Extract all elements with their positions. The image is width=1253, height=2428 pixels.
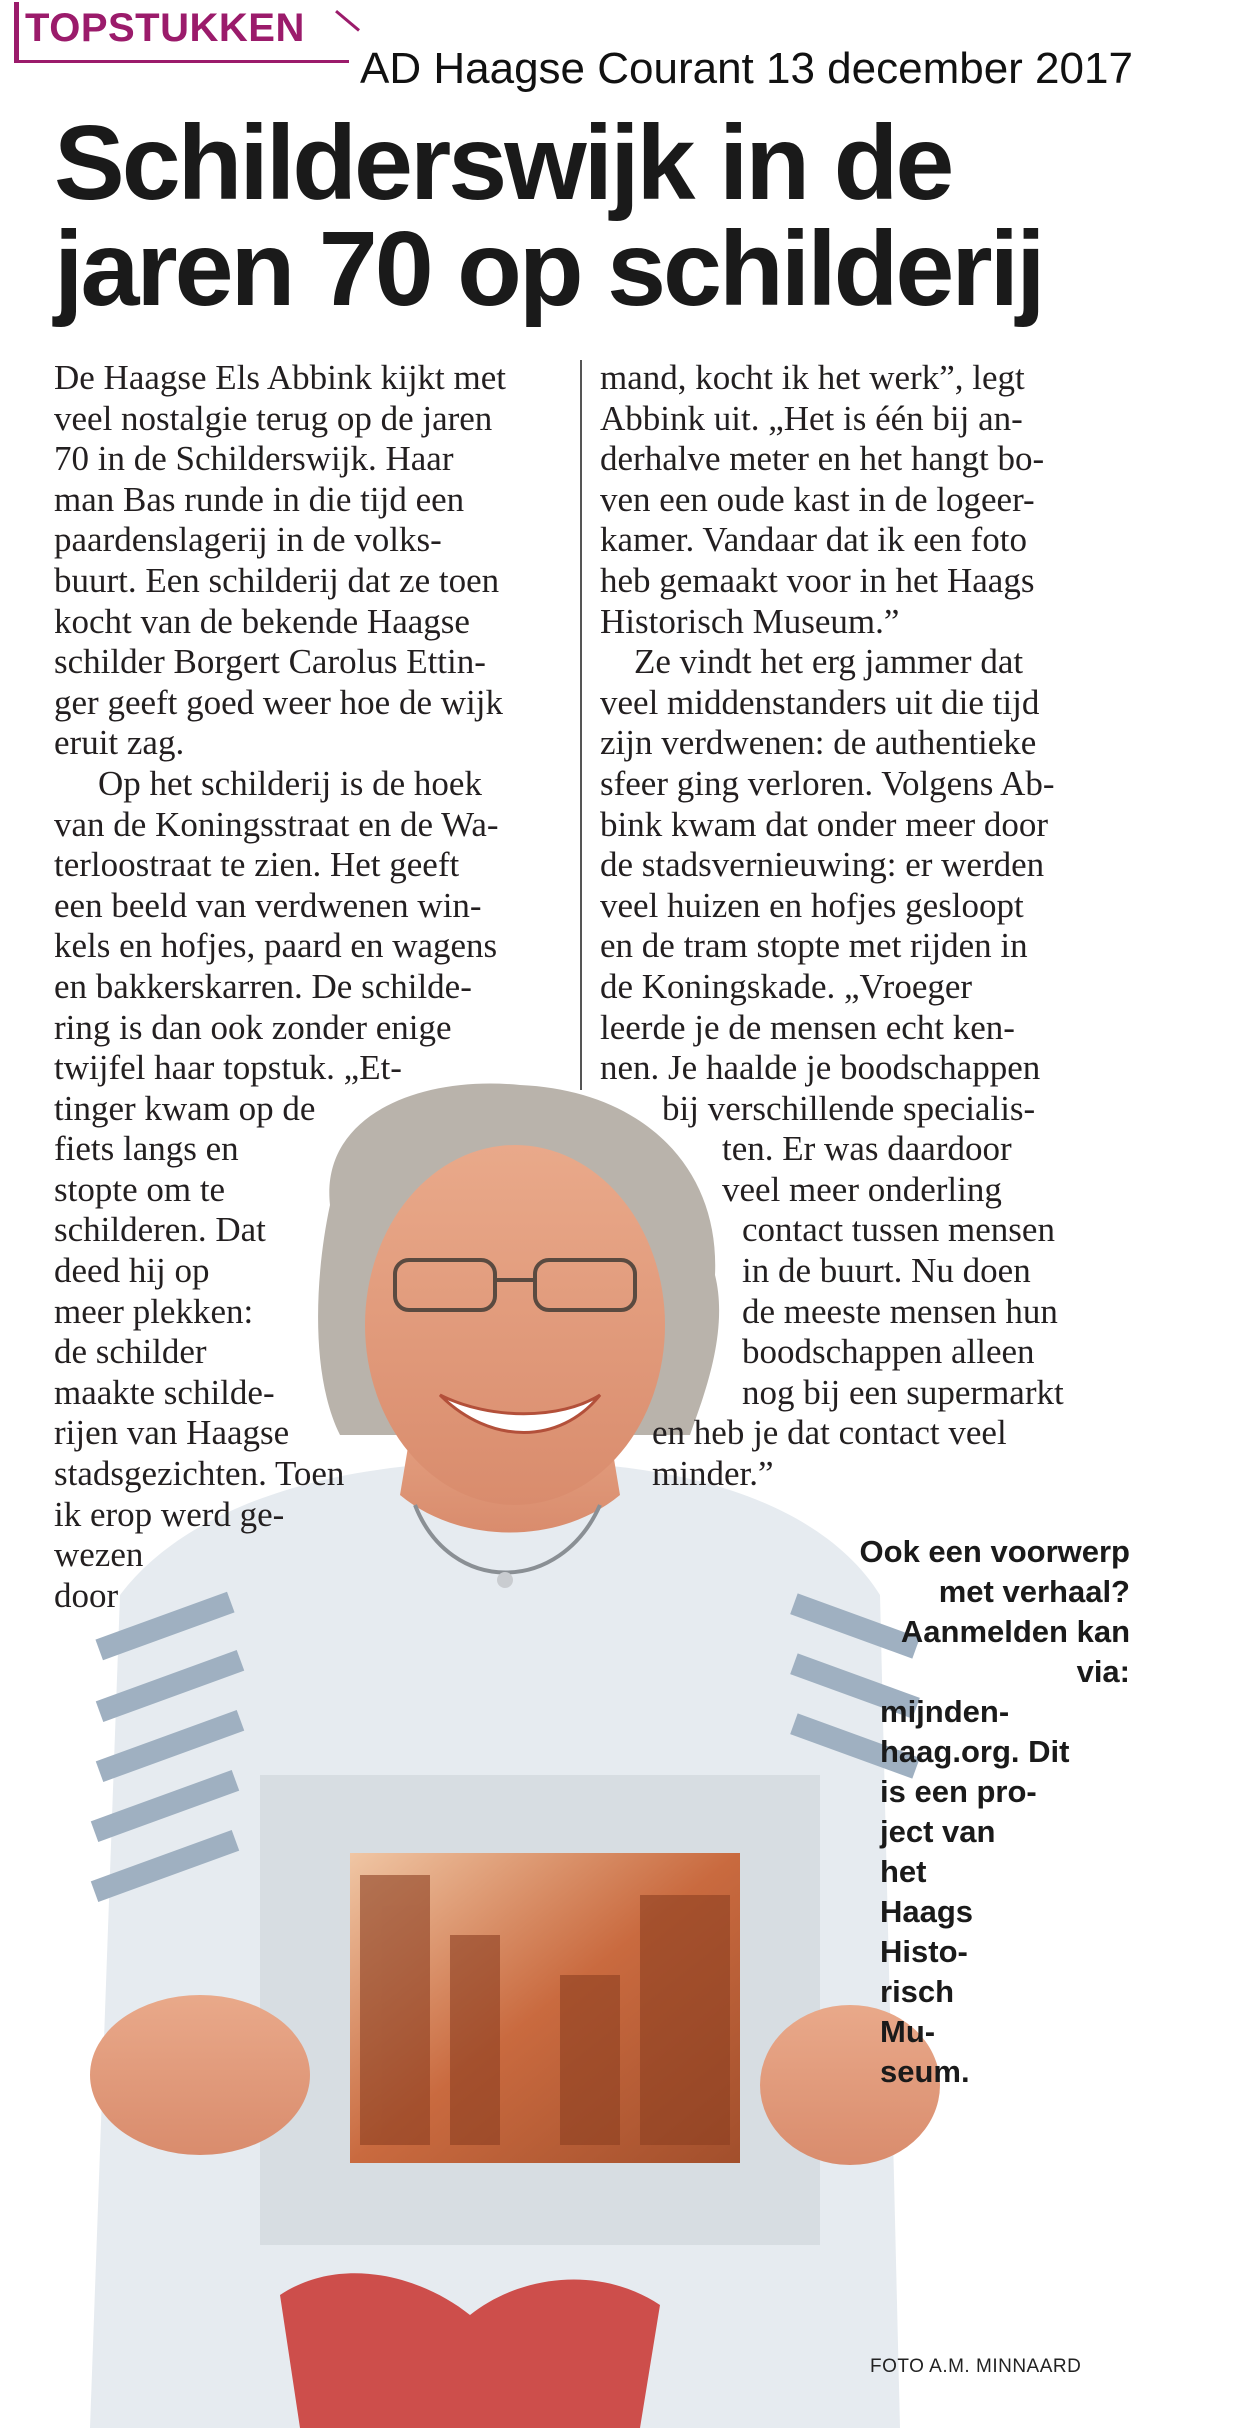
text-line: terloostraat te zien. Het geeft [54, 845, 460, 885]
callout-line: met verhaal? [938, 1574, 1130, 1609]
kicker-corner [335, 10, 360, 32]
text-line: kels en hofjes, paard en wagens [54, 926, 498, 966]
text-line: kamer. Vandaar dat ik een foto [600, 520, 1027, 560]
text-line: Op het schilderij is de hoek [98, 763, 482, 803]
text-line: veel nostalgie terug op de jaren [54, 398, 493, 438]
text-line: bink kwam dat onder meer door [600, 804, 1049, 844]
callout-line: Mu- [880, 2014, 936, 2049]
text-line: man Bas runde in die tijd een [54, 479, 465, 519]
text-line: en de tram stopte met rijden in [600, 926, 1028, 966]
text-line: Historisch Museum.” [600, 601, 900, 641]
text-line: paardenslagerij in de volks- [54, 520, 442, 560]
text-line: ring is dan ook zonder enige [54, 1007, 452, 1047]
text-line: buurt. Een schilderij dat ze toen [54, 560, 500, 600]
callout-line: het [880, 1854, 927, 1889]
text-line: tinger kwam op de [54, 1088, 316, 1128]
text-line: de stadsvernieuwing: er werden [600, 845, 1045, 885]
text-line: Ze vindt het erg jammer dat [634, 642, 1024, 682]
text-line: sfeer ging verloren. Volgens Ab- [600, 763, 1055, 803]
text-line: ten. Er was daardoor [722, 1129, 1012, 1169]
publication-source: AD Haagse Courant 13 december 2017 [360, 44, 1133, 93]
callout-line: ject van [880, 1814, 996, 1849]
headline-line-1: Schilderswijk in de [54, 104, 952, 222]
text-line: stadsgezichten. Toen [54, 1454, 345, 1494]
article-column-1 [54, 358, 574, 1616]
left-hand [90, 1995, 310, 2155]
text-line: Abbink uit. „Het is één bij an- [600, 398, 1023, 438]
text-line: deed hij op [54, 1251, 210, 1291]
callout-text [770, 1532, 1130, 1692]
text-line: kocht van de bekende Haagse [54, 601, 470, 641]
text-line: de schilder [54, 1332, 207, 1372]
kicker-label: TOPSTUKKEN [25, 6, 305, 50]
callout-line: Ook een voorwerp [859, 1534, 1130, 1569]
callout-line: mijnden- [880, 1694, 1010, 1729]
headline [54, 104, 1204, 328]
text-line: rijen van Haagse [54, 1413, 290, 1453]
text-line: meer plekken: [54, 1291, 254, 1331]
callout-line: Histo- [880, 1934, 968, 1969]
text-line: leerde je de mensen echt ken- [600, 1007, 1015, 1047]
text-line: ik erop werd ge- [54, 1494, 285, 1534]
text-line: in de buurt. Nu doen [742, 1251, 1031, 1291]
text-line: ger geeft goed weer hoe de wijk [54, 682, 503, 722]
text-line: contact tussen mensen [742, 1210, 1055, 1250]
callout-continued [880, 1692, 1140, 2092]
callout-line: Aanmelden kan [900, 1614, 1130, 1649]
callout-line: seum. [880, 2054, 970, 2089]
callout-line: Haags [880, 1894, 974, 1929]
text-line: boodschappen alleen [742, 1332, 1035, 1372]
text-line: derhalve meter en het hangt bo- [600, 439, 1045, 479]
text-line: minder.” [652, 1454, 774, 1494]
text-line: 70 in de Schilderswijk. Haar [54, 439, 454, 479]
photo-credit: FOTO A.M. MINNAARD [870, 2356, 1082, 2377]
text-line: de Koningskade. „Vroeger [600, 966, 973, 1006]
text-line: door [54, 1575, 119, 1615]
callout-line: via: [1076, 1654, 1130, 1689]
text-line: twijfel haar topstuk. „Et- [54, 1048, 402, 1088]
text-line: van de Koningsstraat en de Wa- [54, 804, 499, 844]
text-line: nen. Je haalde je boodschappen [600, 1048, 1041, 1088]
text-line: schilder Borgert Carolus Ettin- [54, 642, 486, 682]
column-divider [580, 360, 582, 1090]
text-line: ven een oude kast in de logeer- [600, 479, 1035, 519]
text-line: heb gemaakt voor in het Haags [600, 560, 1035, 600]
callout-line: risch [880, 1974, 955, 2009]
article-column-2 [600, 358, 1220, 1495]
headline-line-2: jaren 70 op schilderij [54, 210, 1043, 328]
text-line: een beeld van verdwenen win- [54, 885, 482, 925]
text-line: De Haagse Els Abbink kijkt met [54, 358, 507, 397]
text-line: veel meer onderling [722, 1169, 1002, 1209]
text-line: veel huizen en hofjes gesloopt [600, 885, 1024, 925]
callout-line: haag.org. Dit [880, 1734, 1070, 1769]
text-line: nog bij een supermarkt [742, 1372, 1064, 1412]
text-line: maakte schilde- [54, 1372, 275, 1412]
text-line: veel middenstanders uit die tijd [600, 682, 1040, 722]
text-line: mand, kocht ik het werk”, legt [600, 358, 1025, 397]
text-line: en bakkerskarren. De schilde- [54, 966, 472, 1006]
text-line: eruit zag. [54, 723, 185, 763]
text-line: zijn verdwenen: de authentieke [600, 723, 1037, 763]
text-line: fiets langs en [54, 1129, 239, 1169]
kicker-box [14, 2, 349, 63]
text-line: bij verschillende specialis- [662, 1088, 1036, 1128]
text-line: de meeste mensen hun [742, 1291, 1058, 1331]
callout-line: is een pro- [880, 1774, 1037, 1809]
text-line: wezen [54, 1535, 144, 1575]
text-line: schilderen. Dat [54, 1210, 266, 1250]
text-line: en heb je dat contact veel [652, 1413, 1007, 1453]
text-line: stopte om te [54, 1169, 226, 1209]
